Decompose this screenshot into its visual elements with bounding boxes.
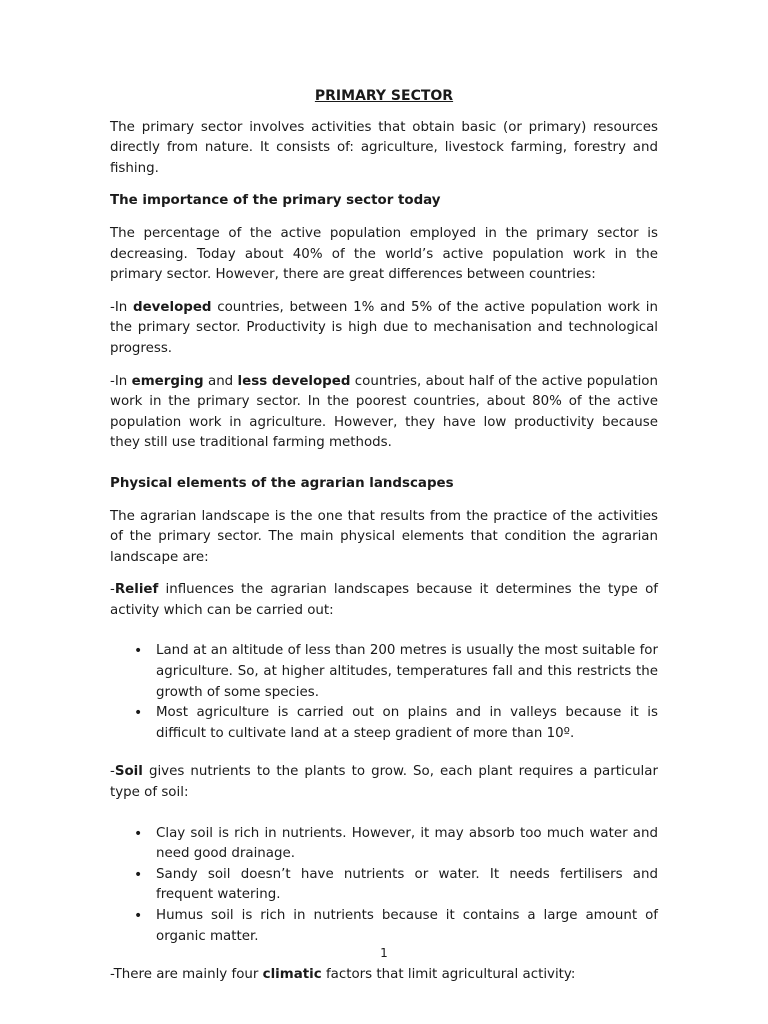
bullet-icon: • — [134, 705, 143, 722]
developed-bold: developed — [133, 299, 212, 315]
list-item — [134, 824, 658, 865]
list-item-text: Most agriculture is carried out on plains and in valleys because it is difficult to cultivate land at a steep gradient of more than 10º. — [156, 705, 658, 741]
developed-paragraph — [110, 298, 658, 360]
section-heading-importance: The importance of the primary sector today — [110, 193, 441, 209]
developed-text: countries, between 1% and 5% of the active population work in the primary sector. Productivity is high due to mechanisation and technological progress. — [110, 299, 658, 356]
climate-text: factors that limit agricultural activity: — [321, 967, 576, 983]
relief-paragraph — [110, 580, 658, 621]
section-heading-physical-elements: Physical elements of the agrarian landscapes — [110, 475, 454, 491]
list-item-text: Land at an altitude of less than 200 metres is usually the most suitable for agriculture. So, at higher altitudes, temperatures fall and this restricts the growth of some species. — [156, 643, 658, 700]
list-item-text: Clay soil is rich in nutrients. However, it may absorb too much water and need good drainage. — [156, 825, 658, 862]
relief-text: influences the agrarian landscapes because it determines the type of activity which can be carried out: — [110, 582, 658, 618]
soil-bold: Soil — [114, 764, 143, 780]
page-number: 1 — [380, 946, 388, 960]
bullet-icon: • — [134, 866, 143, 883]
soil-paragraph — [110, 762, 658, 803]
relief-bold: Relief — [114, 582, 159, 598]
bullet-icon: • — [134, 825, 143, 842]
emerging-paragraph — [110, 372, 658, 454]
emerging-prefix: -In — [110, 373, 132, 389]
emerging-mid: and — [203, 373, 238, 389]
relief-prefix: - — [110, 582, 115, 598]
list-item — [134, 906, 658, 947]
climate-paragraph — [110, 965, 658, 986]
emerging-text: countries, about half of the active population work in the primary sector. In the poorest countries, about 80% of the active population work in agriculture. However, they have low productivity because they still use traditional farming methods. — [110, 373, 658, 451]
document-page — [110, 86, 658, 998]
developed-prefix: -In — [110, 299, 133, 315]
list-item — [134, 703, 658, 744]
soil-text: gives nutrients to the plants to grow. So, each plant requires a particular type of soil: — [110, 764, 658, 801]
soil-prefix: - — [110, 764, 115, 780]
bullet-icon: • — [134, 643, 143, 660]
less-developed-bold: less developed — [237, 373, 351, 389]
list-item — [134, 641, 658, 703]
climatic-bold: climatic — [262, 967, 322, 983]
intro-paragraph: The primary sector involves activities that obtain basic (or primary) resources directly from nature. It consists of: agriculture, livestock farming, forestry and fishing. — [110, 119, 658, 176]
importance-paragraph: The percentage of the active population employed in the primary sector is decreasing. Today about 40% of the world’s active population work in the primary sector. However, there are great differences between countries: — [110, 225, 658, 283]
list-item-text: Humus soil is rich in nutrients because it contains a large amount of organic matter. — [156, 908, 658, 944]
relief-bullet-list — [110, 641, 658, 744]
climate-prefix: -There are mainly four — [110, 967, 263, 983]
page-title: PRIMARY SECTOR — [314, 88, 454, 104]
list-item — [134, 865, 658, 906]
soil-bullet-list — [110, 824, 658, 948]
emerging-bold: emerging — [131, 373, 204, 389]
list-item-text: Sandy soil doesn’t have nutrients or water. It needs fertilisers and frequent watering. — [156, 866, 658, 903]
agrarian-landscape-paragraph: The agrarian landscape is the one that results from the practice of the activities of the primary sector. The main physical elements that condition the agrarian landscape are: — [110, 508, 658, 565]
bullet-icon: • — [134, 908, 143, 924]
